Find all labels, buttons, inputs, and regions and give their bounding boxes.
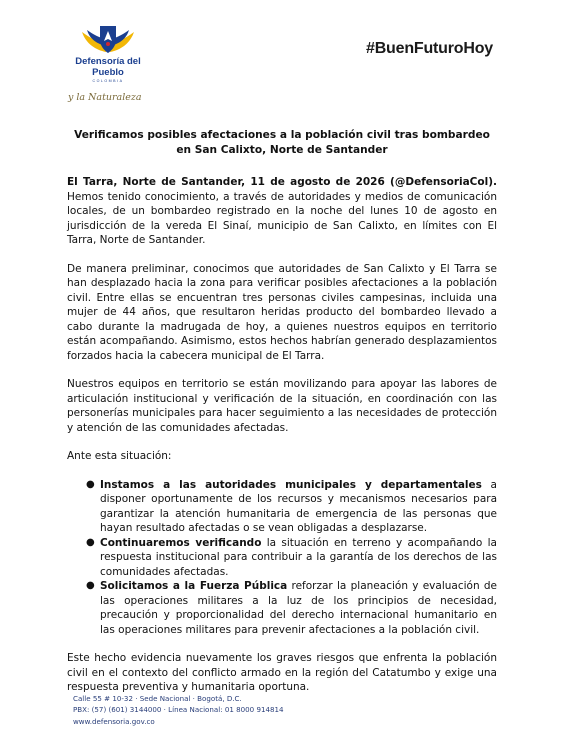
list-item-bold: Instamos a las autoridades municipales y departamentales: [100, 478, 482, 491]
dateline: El Tarra, Norte de Santander, 11 de agosto de 2026 (@DefensoriaCol).: [67, 176, 497, 188]
campaign-hashtag: [366, 40, 493, 58]
logo-name: Defensoría del Pueblo: [75, 56, 141, 78]
document-title: Verificamos posibles afectaciones a la población civil tras bombardeo en San Calixto, Norte de Santander: [74, 129, 490, 156]
list-item: [67, 478, 497, 536]
wings-icon: [60, 22, 156, 58]
list-item: [67, 579, 497, 637]
footer-address: Calle 55 # 10-32 · Sede Nacional · Bogotá, D.C.: [73, 694, 242, 703]
list-item-text: reforzar la planeación y evaluación de las operaciones militares a la luz de los principios de necesidad, precaución y proporcionalidad del derecho internacional humanitario en las operaciones militares para prevenir afectaciones a la población civil.: [100, 580, 497, 636]
intro-paragraph: [67, 175, 497, 248]
footer-website-link[interactable]: www.defensoria.gov.co: [73, 716, 155, 726]
list-item-text: a disponer oportunamente de los recursos y mecanismos necesarios para garantizar la atención humanitaria de emergencia de las personas que hayan resultado afectadas o se vean obligadas a desplazarse.: [100, 478, 497, 534]
intro-text: Hemos tenido conocimiento, a través de autoridades y medios de comunicación locales, de un bombardeo registrado en la noche del lunes 10 de agosto en jurisdicción de la vereda El Sinaí, municipio de San Calixto, en límites con El Tarra, Norte de Santander.: [67, 190, 497, 246]
hashtag-part2: Futuro: [413, 40, 464, 57]
paragraph-3: Nuestros equipos en territorio se están movilizando para apoyar las labores de articulación institucional y verificación de la situación, en coordinación con las personerías municipales para hacer seguimiento a las necesidades de protección y atención de las comunidades afectadas.: [67, 378, 497, 434]
defensoria-logo: [60, 22, 156, 112]
hashtag-hash: #: [366, 40, 375, 57]
bullet-icon: ●: [86, 478, 95, 490]
paragraph-2: De manera preliminar, conocimos que autoridades de San Calixto y El Tarra se han desplazado hacia la zona para verificar posibles afectaciones a la población civil. Entre ellas se encuentran tres personas civiles campesinas, incluida una mujer de 44 años, que resultaron heridas producto del bombardeo llevado a cabo durante la madrugada de hoy, a quienes nuestros equipos en territorio están acompañando. Asimismo, estos hechos habrían generado desplazamientos forzados hacia la cabecera municipal de El Tarra.: [67, 262, 497, 362]
footer-contact: [73, 693, 284, 727]
bullet-icon: ●: [86, 536, 95, 548]
footer-phone: PBX: (57) (601) 3144000 · Línea Nacional: 01 8000 914814: [73, 705, 284, 715]
actions-list: [67, 478, 497, 638]
hashtag-part1: Buen: [374, 40, 414, 57]
list-item-bold: Solicitamos a la Fuerza Pública: [100, 580, 288, 592]
list-item: [67, 536, 497, 580]
press-release-body: [67, 128, 497, 709]
logo-tagline: y la Naturaleza: [68, 92, 142, 103]
hashtag-part3: Hoy: [463, 40, 493, 57]
list-item-bold: Continuaremos verificando: [100, 536, 262, 549]
paragraph-4: Ante esta situación:: [67, 450, 172, 462]
list-item-text: la situación en terreno y acompañando la respuesta institucional para contribuir a la garantía de los derechos de las comunidades afectadas.: [100, 536, 497, 578]
bullet-icon: ●: [86, 580, 95, 591]
logo-country: COLOMBIA: [92, 79, 124, 83]
paragraph-5: Este hecho evidencia nuevamente los graves riesgos que enfrenta la población civil en el contexto del conflicto armado en la región del Catatumbo y exige una respuesta preventiva y humanitaria oportuna.: [67, 652, 497, 693]
